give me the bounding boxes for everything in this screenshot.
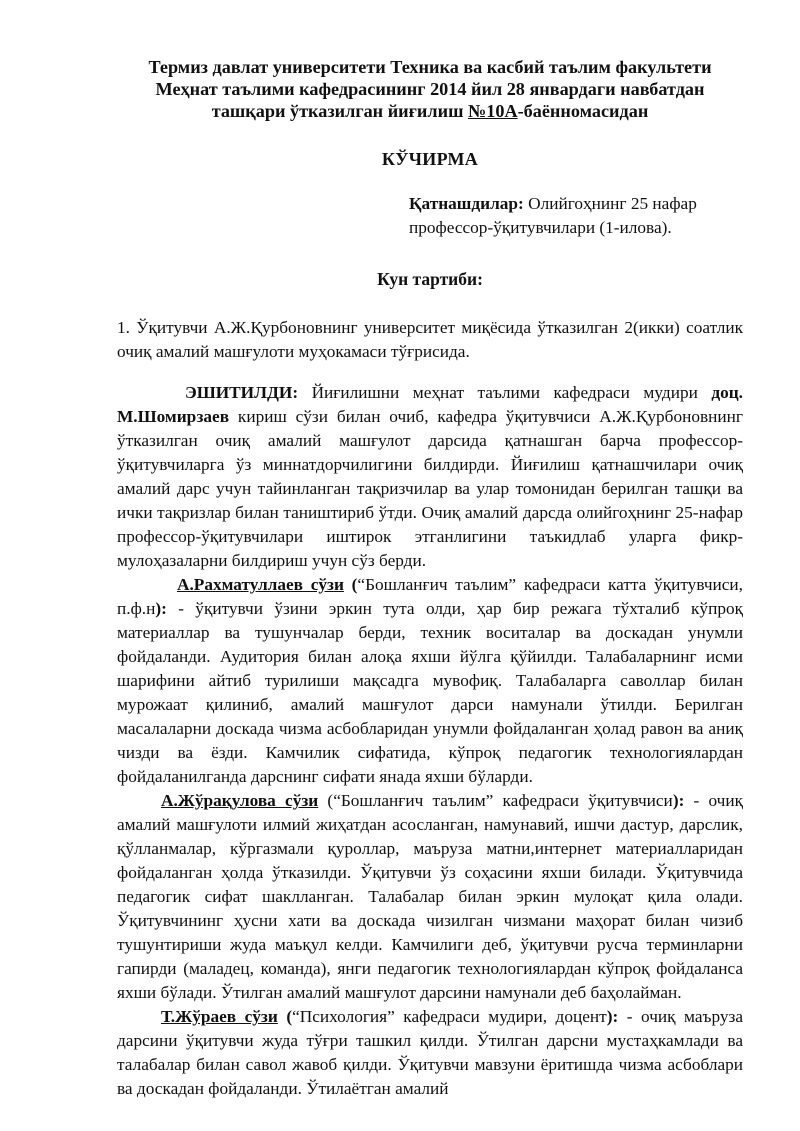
speaker-open-2: ( [318,791,334,811]
speaker-open-3: ( [277,1007,293,1027]
attendees-block [409,192,743,240]
speech-paragraph-2 [117,789,743,1005]
document-page [117,56,743,1101]
agenda-item-1: 1. Ўқитувчи А.Ж.Қурбоновнинг университет миқёсида ўтказилган 2(икки) соатлик очиқ амалий машғулоти муҳокамаси тўғрисида. [117,318,743,361]
agenda-title: Кун тартиби: [377,269,483,289]
speaker-position-1: “Бошланғич таълим” кафедраси катта ўқитувчиси, п.ф.н [117,575,744,619]
speech-text-3: - очиқ маъруза дарсини ўқитувчи жуда тўғри ташкил қилди. Ўтилган дарсни мустаҳкамлади ва талабалар билан савол жавоб қилди. Ўқитувчи мавзуни ёритишда чизма асбоблари ва доскадан фойдаланди. Ўтилаётган амалий [117,1007,744,1099]
document-header [117,56,743,122]
heard-text-1: Йиғилишни меҳнат таълими кафедраси мудири [298,383,712,403]
header-line-3-suffix: -баённомасидан [517,101,649,121]
speech-text-1: - ўқитувчи ўзини эркин тута олди, ҳар бир режага тўхталиб кўпроқ материаллар ва тушунчалар берди, техник воситалар ва доскадан унумли фойдаланди. Аудитория билан алоқа яхши йўлга қўйилди. Талабаларнинг исми шарифини айтиб турилиши мақсадга мувофиқ. Талабаларга саволлар билан мурожаат қилиниб, амалий машғулот дарси намунали ўтилди. Берилган масалаларни доскада чизма асбобларидан унумли фойдаланган ҳолад равон ва аниқ чизди ва ёзди. Камчилик сифатида, кўпроқ педагогик технологиялардан фойдаланилганда дарснинг сифати янада яхши бўларди. [117,599,743,787]
speaker-close-3: ): [606,1007,619,1027]
speaker-position-3: “Психология” кафедраси мудири, доцент [292,1007,607,1027]
speaker-close-2: ): [672,791,685,811]
document-title: КЎЧИРМА [381,149,479,169]
speech-paragraph-3 [117,1005,743,1101]
speaker-name-3: Т.Жўраев сўзи [161,1007,278,1027]
speaker-name-2: А.Жўрақулова сўзи [161,791,319,811]
heard-text-2: кириш сўзи билан очиб, кафедра ўқитувчиси А.Ж.Қурбоновнинг ўтказилган очиқ амалий машғулот дарсида қатнашган барча профессор-ўқитувчиларга ўз миннатдорчилигини билдирди. Йиғилиш қатнашчилари очиқ амалий дарс учун тайинланган тақризчилар ва улар томонидан берилган ташқи ва ички тақризлар билан таништириб ўтди. Очиқ амалий дарсда олийгоҳнинг 25-нафар профессор-ўқитувчилари иштирок этганлигини таъкидлаб уларга фикр-мулоҳазаларни билдириш учун сўз берди. [117,407,743,571]
speaker-name-1: А.Рахматуллаев сўзи [177,575,344,595]
header-line-1: Термиз давлат университети Техника ва касбий таълим факультети [148,57,712,77]
protocol-number: №10А [467,101,518,121]
chair-name: доц. М.Шомирзаев [117,383,743,427]
attendees-label: Қатнашдилар: [409,194,524,213]
speaker-position-2: “Бошланғич таълим” кафедраси ўқитувчиси [333,791,673,811]
header-line-3 [117,100,743,122]
speech-paragraph-1 [117,573,743,789]
speaker-close-1: ): [155,599,167,619]
speaker-open-1: ( [343,575,358,595]
heard-paragraph [117,381,743,573]
header-line-2: Меҳнат таълими кафедрасининг 2014 йил 28 январдаги навбатдан [155,79,705,99]
attendees-text: Олийгоҳнинг 25 нафар профессор-ўқитувчилари (1-илова). [409,194,697,237]
heard-label: ЭШИТИЛДИ: [185,383,299,403]
speech-text-2: - очиқ амалий машғулоти илмий жиҳатдан асосланган, намунавий, ишчи дастур, дарслик, қўлланмалар, кўргазмали қуроллар, маъруза матни,интернет материалларидан фойдаланган ҳолда ўтказилди. Ўқитувчи ўз соҳасини яхши билади. Ўқитувчида педагогик сифат шаклланган. Талабалар билан эркин мулоқат қила олади. Ўқитувчининг ҳусни хати ва доскада чизилган чизмани маҳорат билан чизиб тушунтириши жуда маъқул келди. Камчилиги деб, ўқитувчи русча терминларни гапирди (маладец, команда), янги педагогик технологиялардан кўпроқ фойдаланса яхши бўлади. Ўтилган амалий машғулот дарсини намунали деб баҳолайман. [117,791,743,1003]
header-line-3-text: ташқари ўтказилган йиғилиш [211,101,468,121]
